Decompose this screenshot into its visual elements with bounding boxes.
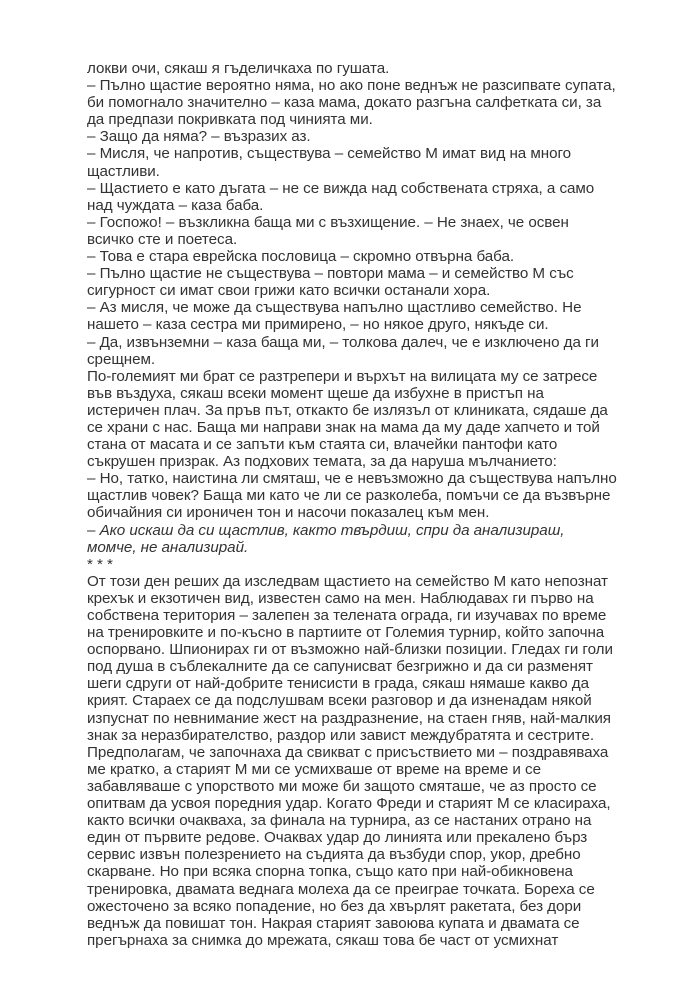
paragraph: – Мисля, че напротив, съществува – семейство М имат вид на много щастливи. bbox=[87, 145, 572, 180]
section-separator: * * * bbox=[87, 555, 113, 573]
document-page bbox=[87, 60, 617, 949]
paragraph: – Щастието е като дъгата – не се вижда над собствената стряха, а само над чуждата – каза баба. bbox=[87, 179, 595, 214]
paragraph: – Защо да няма? – възразих аз. bbox=[87, 128, 311, 146]
paragraph: – Това е стара еврейска пословица – скромно отвърна баба. bbox=[87, 248, 515, 266]
italic-paragraph: – Ако искаш да си щастлив, както твърдиш, спри да анализираш, момче, не анализирай. bbox=[87, 521, 565, 556]
paragraph: – Пълно щастие вероятно няма, но ако поне веднъж не разсипвате супата, би помогнало значително – каза мама, докато разгъна салфетката си, за да предпази покривката под чинията ми. bbox=[87, 77, 616, 129]
paragraph: От този ден реших да изследвам щастието на семейство М като непознат крехък и екзотичен вид, известен само на мен. Наблюдавах ги първо на собствена територия – залепен за телената ограда, ги изучавах по време на тренировките и по-късно в партиите от Големия турнир, който започна оспорвано. Шпионирах ги от възможно най-близки позиции. Гледах ги голи под душа в съблекалните да се сапунисват безгрижно и да си разменят шеги сдруги от най-добрите тенисисти в града, сякаш нямаше какво да крият. Стараех се да подслушвам всеки разговор и да изненадам някой изпуснат по невнимание жест на раздразнение, на стаен гняв, най-малкия знак за неразбирателство, раздор или завист междубратята и сестрите. bbox=[87, 572, 613, 744]
paragraph: – Госпожо! – възкликна баща ми с възхищение. – Не знаех, че освен всичко сте и поетеса. bbox=[87, 213, 569, 248]
paragraph: локви очи, сякаш я гъделичкаха по гушата. bbox=[87, 60, 390, 77]
paragraph: – Аз мисля, че може да съществува напълно щастливо семейство. Не нашето – каза сестра ми примирено, – но някое друго, някъде си. bbox=[87, 299, 582, 334]
paragraph: – Но, татко, наистина ли смяташ, че е невъзможно да съществува напълно щастлив човек? Баща ми като че ли се разколеба, помъчи се да възвърне обичайния си ироничен тон и насочи показалец към мен. bbox=[87, 470, 617, 522]
paragraph: По-големият ми брат се разтрепери и върхът на вилицата му се затресе във въздуха, сякаш всеки момент щеше да избухне в пристъп на истеричен плач. За пръв път, откакто бе излязъл от клиниката, сядаше да се храни с нас. Баща ми направи знак на мама да му даде хапчето и той стана от масата и се запъти към стаята си, влачейки пантофи като съкрушен призрак. Аз подхових темата, за да наруша мълчанието: bbox=[87, 367, 608, 471]
paragraph: Предполагам, че започнаха да свикват с присъствието ми – поздравяваха ме кратко, а старият М ми се усмихваше от време на време и се забавляваше с упорството ми може би защото смяташе, че аз просто се опитвам да усвоя поредния удар. Когато Фреди и старият М се класираха, както всички очакваха, за финала на турнира, аз се настаних отрано на един от първите редове. Очаквах удар до линията или прекалено бърз сервис извън полезрението на съдията да възбуди спор, укор, дребно скарване. Но при всяка спорна топка, също като при най-обикновена тренировка, двамата веднага молеха да се преиграе точката. Бореха се ожесточено за всяко попадение, но без да хвърлят ракетата, без дори веднъж да повишат тон. Накрая старият завоюва купата и двамата се прегърнаха за снимка до мрежата, сякаш това бе част от усмихнат bbox=[87, 743, 611, 949]
paragraph: – Пълно щастие не съществува – повтори мама – и семейство М със сигурност си имат свои грижи като всички останали хора. bbox=[87, 265, 574, 300]
paragraph: – Да, извънземни – каза баща ми, – толкова далеч, че е изключено да ги срещнем. bbox=[87, 333, 599, 368]
